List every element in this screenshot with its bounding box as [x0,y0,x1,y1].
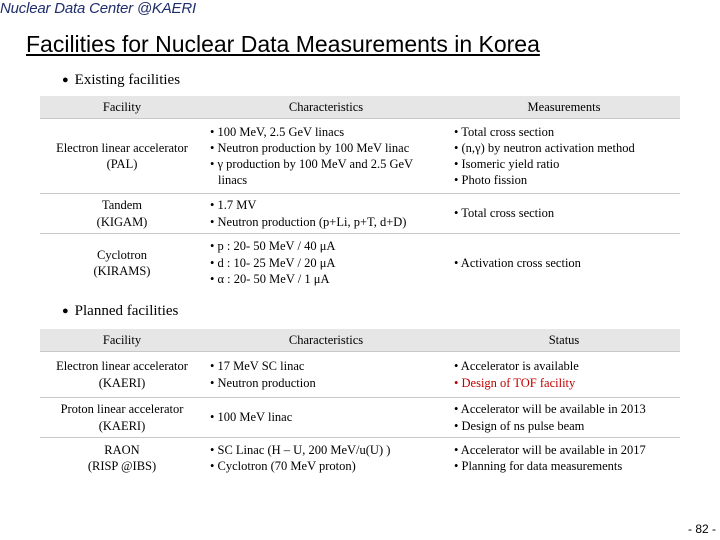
characteristics-cell [204,398,448,438]
measurement-item: • Total cross section [454,124,555,139]
measurement-item: • (n,γ) by neutron activation method [454,140,635,155]
status-cell [448,438,680,478]
table-row [40,352,680,398]
column-header: Facility [40,96,204,119]
facility-operator: (KIRAMS) [93,263,151,278]
status-item-highlight: • Design of TOF facility [454,375,576,390]
measurement-item: • Isomeric yield ratio [454,157,560,171]
characteristics-cell [204,438,448,478]
facility-cell [40,352,204,398]
column-header: Characteristics [204,96,448,119]
characteristic-item: • Neutron production (p+Li, p+T, d+D) [210,214,407,229]
status-item: • Design of ns pulse beam [454,418,585,433]
facility-name: Cyclotron [97,247,147,262]
status-cell [448,398,680,438]
facility-operator: (PAL) [106,157,138,171]
page-number: - 82 - [687,522,716,536]
characteristic-item: • 100 MeV, 2.5 GeV linacs [210,124,345,139]
existing-label-text: Existing facilities [74,72,181,88]
characteristics-cell [204,119,448,194]
facility-operator: (RISP @IBS) [87,458,157,473]
facility-cell [40,194,204,234]
status-item: • Planning for data measurements [454,458,623,473]
facility-operator: (KAERI) [98,375,146,390]
measurements-cell [448,234,680,292]
characteristics-cell [204,194,448,234]
table-header-row [40,329,680,352]
characteristic-item: • Cyclotron (70 MeV proton) [210,458,356,473]
status-cell [448,352,680,398]
table-header-row [40,96,680,119]
characteristics-cell [204,352,448,398]
facility-name: RAON [104,442,140,457]
characteristic-item: • 100 MeV linac [210,410,293,425]
slide-title: Facilities for Nuclear Data Measurements in Korea [26,31,540,57]
facility-name: Electron linear accelerator [56,140,188,155]
facility-cell [40,119,204,194]
bullet-icon: ● [62,305,69,317]
table-row [40,398,680,438]
facility-cell [40,398,204,438]
planned-section-label [62,303,178,320]
measurement-item: • Activation cross section [454,255,581,270]
planned-label-text: Planned facilities [74,303,179,319]
column-header: Facility [40,329,204,352]
measurement-item: • Total cross section [454,206,555,221]
characteristic-item: • p : 20- 50 MeV / 40 μA [210,239,336,254]
measurements-cell [448,119,680,194]
table-row [40,438,680,478]
facility-cell [40,438,204,478]
facility-name: Electron linear accelerator [56,359,188,374]
facility-name: Proton linear accelerator [60,402,184,417]
characteristic-item: • α : 20- 50 MeV / 1 μA [210,271,330,286]
existing-section-label [62,72,180,89]
status-item: • Accelerator is available [454,359,579,374]
measurement-item: • Photo fission [454,173,528,188]
characteristic-item: • Neutron production by 100 MeV linac [210,140,410,155]
characteristic-item: • γ production by 100 MeV and 2.5 GeV linacs [210,157,413,188]
measurements-cell [448,194,680,234]
existing-facilities-table [40,96,680,292]
characteristic-item: • SC Linac (H – U, 200 MeV/u(U) ) [210,442,391,457]
characteristic-item: • d : 10- 25 MeV / 20 μA [210,255,336,270]
table-row [40,194,680,234]
bullet-icon: ● [62,74,69,86]
facility-operator: (KAERI) [98,418,146,433]
characteristic-item: • Neutron production [210,375,316,390]
column-header: Status [448,329,680,352]
header-tag: Nuclear Data Center @KAERI [0,0,196,17]
characteristic-item: • 1.7 MV [210,198,257,213]
characteristic-item: • 17 MeV SC linac [210,359,305,374]
planned-facilities-table [40,329,680,478]
facility-name: Tandem [101,198,143,213]
table-row [40,119,680,194]
status-item: • Accelerator will be available in 2017 [454,442,646,457]
facility-cell [40,234,204,292]
column-header: Characteristics [204,329,448,352]
characteristics-cell [204,234,448,292]
facility-operator: (KIGAM) [96,214,148,229]
status-item: • Accelerator will be available in 2013 [454,402,646,417]
table-row [40,234,680,292]
column-header: Measurements [448,96,680,119]
